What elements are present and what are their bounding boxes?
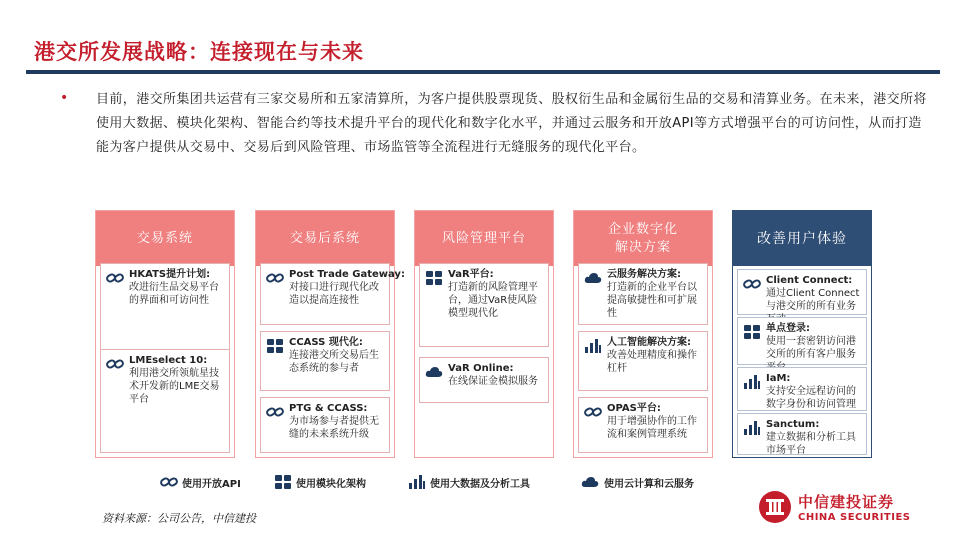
- card-title: Post Trade Gateway:: [289, 269, 405, 280]
- card-title: PTG & CCASS:: [289, 403, 368, 414]
- cloud-icon: [425, 364, 443, 380]
- card-cloud-solution: [578, 263, 708, 325]
- column-header: 企业数字化 解决方案: [574, 211, 712, 266]
- legend-big-data: [408, 474, 530, 490]
- bars-icon: [743, 374, 761, 390]
- bullet-icon: •: [60, 90, 69, 106]
- card-ai-solution: [578, 331, 708, 391]
- card-opas: [578, 397, 708, 453]
- card-body: 使用一套密钥访问港交所的所有客户服务: [766, 336, 856, 360]
- column-post-trade: [255, 210, 405, 458]
- card-body: 建立数据和分析工具市场平台: [766, 432, 856, 456]
- column-header: 改善用户体验: [733, 211, 871, 266]
- card-title: OPAS平台:: [607, 403, 661, 414]
- legend-label: 使用云计算和云服务: [604, 478, 694, 490]
- card-var-online: [419, 357, 549, 403]
- legend-label: 使用开放API: [182, 478, 241, 490]
- bars-icon: [408, 474, 426, 490]
- card-sso: [737, 317, 867, 365]
- card-body: 对接口进行现代化改造以提高连接性: [289, 282, 379, 306]
- card-title: VaR Online:: [448, 363, 514, 374]
- card-lmeselect: [100, 349, 230, 453]
- source-note: 资料来源：公司公告，中信建投: [102, 512, 256, 525]
- column-header: 风险管理平台: [415, 211, 553, 266]
- column-header: 交易后系统: [256, 211, 394, 266]
- card-var-platform: [419, 263, 549, 347]
- card-title: 云服务解决方案:: [607, 269, 681, 280]
- card-body: 通过Client Connect与港交所的所有业务: [766, 288, 860, 312]
- card-iam: [737, 367, 867, 411]
- card-title: 单点登录:: [766, 323, 810, 334]
- link-icon: [584, 404, 602, 420]
- company-logo: [758, 490, 911, 524]
- legend-modular: [274, 474, 366, 490]
- grid-icon: [274, 474, 292, 490]
- legend-cloud: [580, 474, 694, 490]
- bars-icon: [584, 338, 602, 354]
- card-ccass: [260, 331, 390, 391]
- card-ptg-ccass: [260, 397, 390, 453]
- column-enterprise-digital: [573, 210, 713, 458]
- grid-icon: [425, 270, 443, 286]
- card-post-trade-gateway: [260, 263, 405, 325]
- card-body: 打造新的风险管理平台，通过VaR使风险模型现代化: [448, 282, 538, 319]
- column-user-experience: [732, 210, 872, 458]
- card-body: 改进衍生品交易平台的界面和可访问性: [129, 282, 219, 306]
- cloud-icon: [584, 270, 602, 286]
- logo-cn-text: 中信建投证券: [798, 493, 895, 511]
- link-icon: [160, 474, 178, 490]
- legend-open-api: [160, 474, 241, 490]
- link-icon: [106, 270, 124, 286]
- column-trading-system: [95, 210, 235, 458]
- card-title: HKATS提升计划:: [129, 269, 211, 280]
- card-sanctum: [737, 413, 867, 455]
- card-title: Client Connect:: [766, 275, 853, 286]
- intro-paragraph: 目前，港交所集团共运营有三家交易所和五家清算所，为客户提供股票现货、股权衍生品和金属衍生品的交易和清算业务。在未来，港交所将使用大数据、模块化架构、智能合约等技术提升平台的现代化和数字化水平，并通过云服务和开放API等方式增强平台的可访问性，从而打造能为客户提供从交易中、交易后到风险管理、市场监管等全流程进行无缝服务的现代化平台。: [96, 92, 927, 155]
- page-title: 港交所发展战略：连接现在与未来: [34, 40, 364, 64]
- card-body: 在线保证金模拟服务: [448, 376, 538, 387]
- legend-label: 使用模块化架构: [296, 478, 366, 490]
- card-body: 利用港交所领航星技术开发新的LME交易平台: [129, 368, 220, 405]
- card-title: IaM:: [766, 373, 791, 384]
- column-risk-management: [414, 210, 554, 458]
- card-body: 为市场参与者提供无缝的未来系统升级: [289, 416, 379, 440]
- grid-icon: [266, 338, 284, 354]
- link-icon: [106, 356, 124, 372]
- card-body: 用于增强协作的工作流和案例管理系统: [607, 416, 697, 440]
- cloud-icon: [580, 474, 600, 490]
- card-title: CCASS 现代化:: [289, 337, 363, 348]
- link-icon: [743, 276, 761, 292]
- link-icon: [266, 404, 284, 420]
- card-body: 连接港交所交易后生态系统的参与者: [289, 350, 379, 374]
- card-body: 支持安全远程访问的数字身份和访问管理: [766, 386, 856, 410]
- card-title: 人工智能解决方案:: [607, 337, 691, 348]
- card-body: 打造新的企业平台以提高敏捷性和可扩展性: [607, 282, 697, 319]
- logo-en-text: CHINA SECURITIES: [798, 512, 911, 523]
- card-title: Sanctum:: [766, 419, 820, 430]
- title-divider: [26, 70, 940, 74]
- card-title: VaR平台:: [448, 269, 494, 280]
- card-title: LMEselect 10:: [129, 355, 208, 366]
- grid-icon: [743, 324, 761, 340]
- column-header: 交易系统: [96, 211, 234, 266]
- legend-label: 使用大数据及分析工具: [430, 478, 530, 490]
- china-securities-logo-icon: [758, 490, 792, 524]
- link-icon: [266, 270, 284, 286]
- card-client-connect: [737, 269, 867, 315]
- card-body: 改善处理精度和操作杠杆: [607, 350, 697, 374]
- card-hkats: [100, 263, 230, 353]
- bars-icon: [743, 420, 761, 436]
